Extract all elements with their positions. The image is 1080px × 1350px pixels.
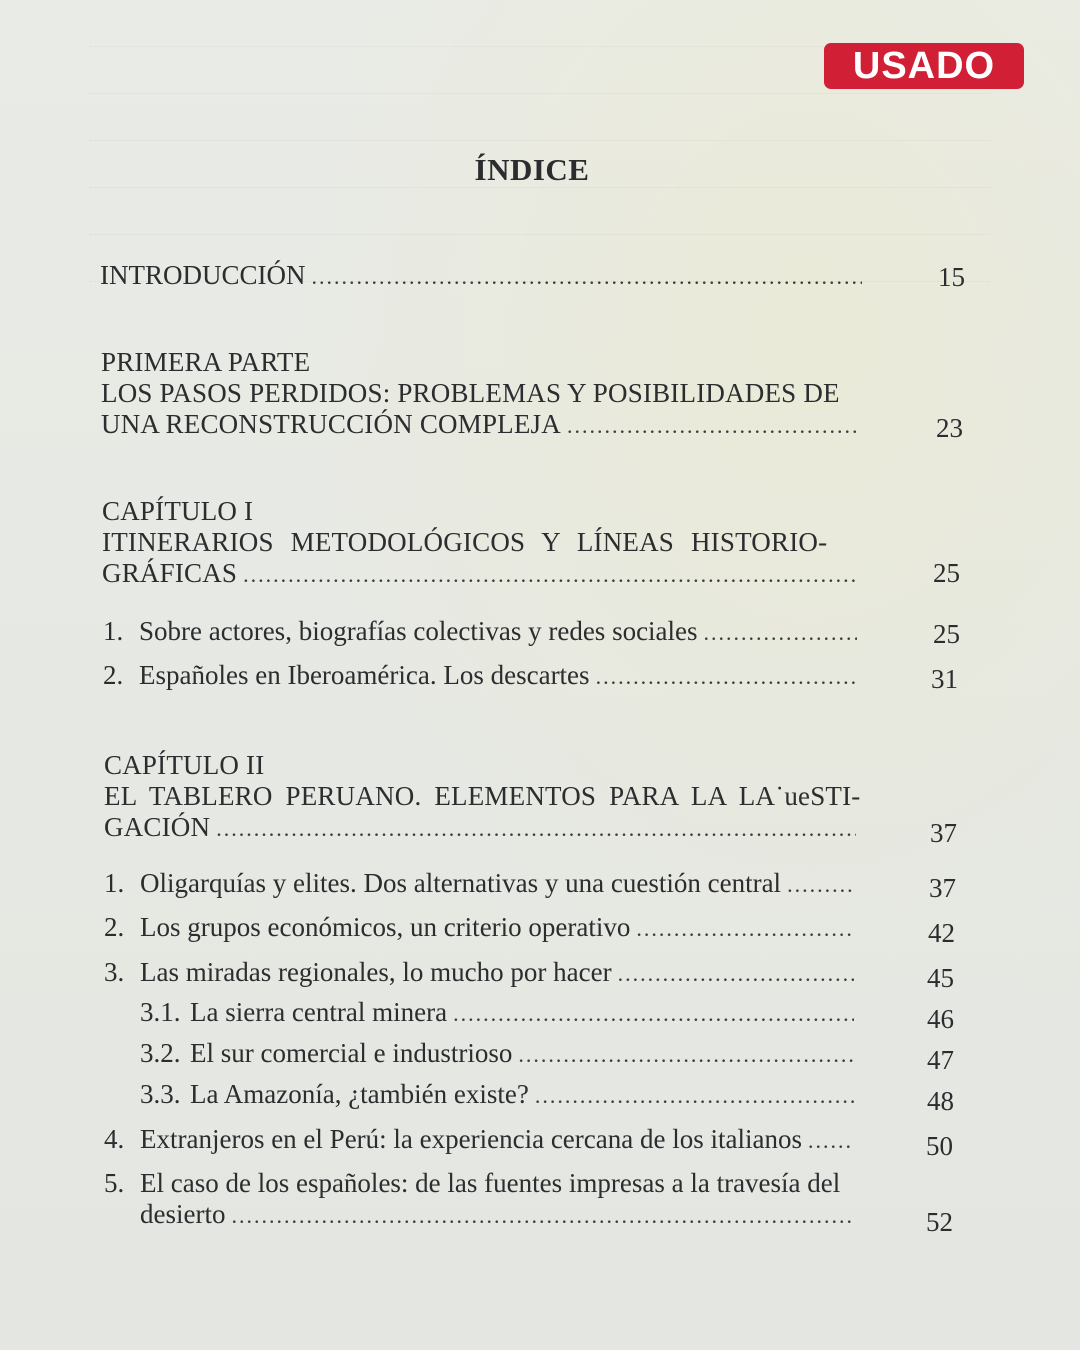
part-title-line [101, 378, 861, 409]
item-number: 4. [104, 1124, 125, 1154]
toc-entry-label: INTRODUCCIÓN [100, 260, 306, 290]
toc-page-number: 42 [928, 918, 955, 948]
toc-item [104, 1168, 854, 1231]
toc-entry-capitulo-1 [102, 496, 858, 590]
toc-page-number: 46 [927, 1004, 954, 1034]
item-label: El sur comercial e industrioso [190, 1038, 513, 1068]
leader-dots [312, 261, 863, 292]
toc-page-number: 15 [938, 262, 965, 292]
chapter-title-text: ITINERARIOS METODOLÓGICOS Y LÍNEAS HISTORIO- [102, 527, 828, 557]
chapter-title-text: GRÁFICAS [102, 558, 238, 588]
item-number: 5. [104, 1168, 125, 1198]
item-label: Extranjeros en el Perú: la experiencia cercana de los italianos [140, 1124, 802, 1154]
item-label: Las miradas regionales, lo mucho por hacer [140, 957, 612, 987]
toc-page-number: 25 [933, 558, 960, 588]
item-number: 3.2. [140, 1038, 181, 1068]
item-number: 2. [103, 660, 124, 690]
chapter-title-line [102, 527, 858, 558]
leader-dots [567, 410, 861, 441]
toc-page-number: 37 [930, 818, 957, 848]
item-number: 2. [104, 912, 125, 942]
toc-page-number: 31 [931, 664, 958, 694]
leader-dots [787, 869, 854, 900]
item-number: 1. [103, 616, 124, 646]
leader-dots [596, 661, 857, 692]
leader-dots [618, 958, 854, 989]
item-number: 1. [104, 868, 125, 898]
item-label: El caso de los españoles: de las fuentes impresas a la travesía del [140, 1168, 841, 1198]
item-label: La sierra central minera [190, 997, 448, 1027]
toc-item [104, 1124, 854, 1156]
toc-item [104, 957, 854, 989]
toc-item [104, 912, 854, 944]
leader-dots [216, 813, 856, 844]
toc-entry-primera-parte [101, 347, 861, 441]
toc-entry-capitulo-2 [104, 750, 861, 844]
item-label: Los grupos económicos, un criterio operativo [140, 912, 631, 942]
toc-entry-introduccion [100, 260, 862, 292]
toc-subitem [140, 1038, 854, 1070]
item-label: Españoles en Iberoamérica. Los descartes [139, 660, 590, 690]
leader-dots [808, 1125, 854, 1156]
toc-item [104, 868, 854, 900]
leader-dots [535, 1080, 854, 1111]
toc-item [103, 616, 857, 648]
part-heading: PRIMERA PARTE [101, 347, 311, 377]
toc-page-number: 23 [936, 413, 963, 443]
toc-item [103, 660, 857, 692]
item-number: 3. [104, 957, 125, 987]
chapter-title-text: EL TABLERO PERUANO. ELEMENTOS PARA LA LA˙ueSTI- [104, 781, 861, 811]
item-label: Sobre actores, biografías colectivas y redes sociales [139, 616, 698, 646]
leader-dots [704, 617, 857, 648]
toc-page-number: 52 [926, 1207, 953, 1237]
toc-page-number: 45 [927, 963, 954, 993]
item-number: 3.1. [140, 997, 181, 1027]
toc-subitem [140, 997, 854, 1029]
toc-page-number: 50 [926, 1131, 953, 1161]
part-title-text: LOS PASOS PERDIDOS: PROBLEMAS Y POSIBILIDADES DE [101, 378, 840, 408]
toc-page-number: 48 [927, 1086, 954, 1116]
leader-dots [453, 998, 854, 1029]
item-label: Oligarquías y elites. Dos alternativas y una cuestión central [140, 868, 782, 898]
item-label: desierto [140, 1199, 226, 1229]
item-number: 3.3. [140, 1079, 181, 1109]
used-badge: USADO [824, 43, 1024, 89]
item-label: La Amazonía, ¿también existe? [190, 1079, 529, 1109]
toc-page-number: 47 [927, 1045, 954, 1075]
toc-page-number: 37 [929, 873, 956, 903]
leader-dots [518, 1039, 854, 1070]
leader-dots [243, 559, 858, 590]
chapter-heading: CAPÍTULO II [104, 750, 265, 780]
toc-subitem [140, 1079, 854, 1111]
toc-page-number: 25 [933, 619, 960, 649]
chapter-heading: CAPÍTULO I [102, 496, 254, 526]
leader-dots [636, 913, 854, 944]
chapter-title-text: GACIÓN [104, 812, 211, 842]
chapter-title-line [104, 781, 861, 812]
index-title: ÍNDICE [474, 152, 590, 187]
leader-dots [231, 1200, 854, 1231]
part-title-text: UNA RECONSTRUCCIÓN COMPLEJA [101, 409, 561, 439]
